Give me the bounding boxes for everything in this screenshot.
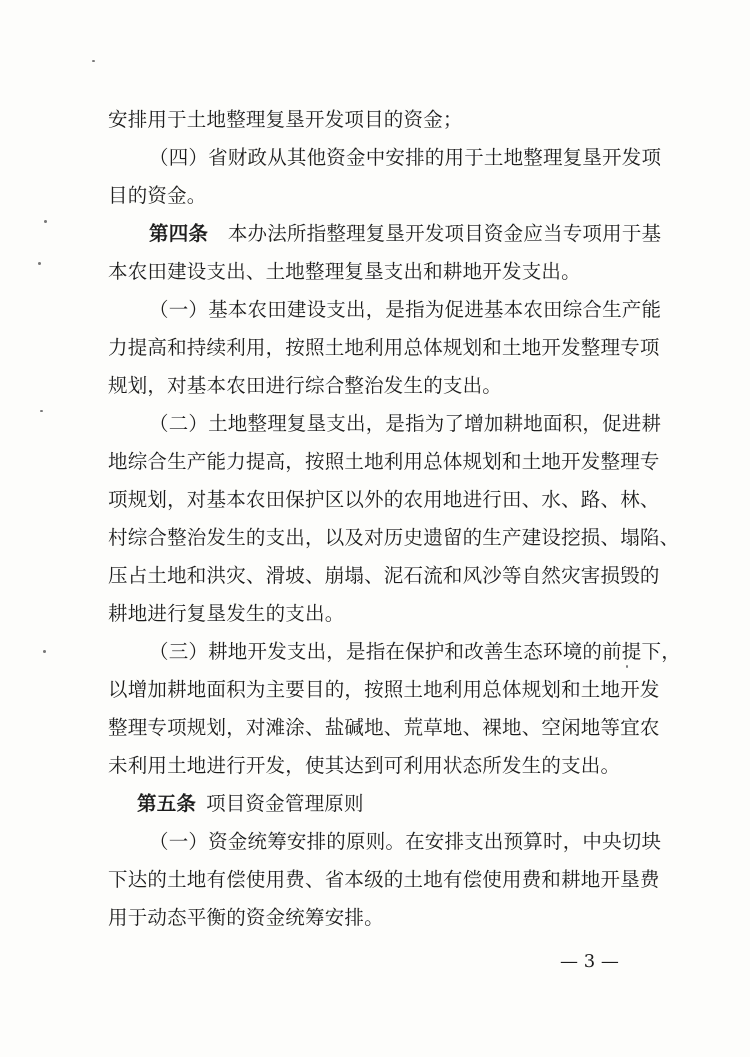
text-line-12: 村综合整治发生的支出，以及对历史遗留的生产建设挖损、塌陷、 <box>108 526 680 549</box>
article-5-heading: 第五条 <box>137 792 197 815</box>
text-line-3: 目的资金。 <box>108 184 207 207</box>
scan-speck <box>38 262 41 265</box>
page-number: — 3 — <box>560 951 619 972</box>
text-line-11: 项规划，对基本农田保护区以外的农用地进行田、水、路、林、 <box>108 488 660 511</box>
text-line-21: 下达的土地有偿使用费、省本级的土地有偿使用费和耕地开垦费 <box>108 868 660 891</box>
text-line-15: （三）耕地开发支出，是指在保护和改善生态环境的前提下， <box>149 640 681 663</box>
article-4-line <box>149 220 661 248</box>
scan-speck <box>626 665 628 668</box>
scan-speck <box>44 220 47 223</box>
scan-speck <box>43 650 46 653</box>
text-line-9: （二）土地整理复垦支出，是指为了增加耕地面积，促进耕 <box>149 412 662 435</box>
text-line-5: 本农田建设支出、土地整理复垦支出和耕地开发支出。 <box>108 260 581 283</box>
text-line-14: 耕地进行复垦发生的支出。 <box>108 602 345 625</box>
article-4-text: 本办法所指整理复垦开发项目资金应当专项用于基 <box>227 222 662 245</box>
text-line-8: 规划，对基本农田进行综合整治发生的支出。 <box>108 374 503 397</box>
text-line-17: 整理专项规划，对滩涂、盐碱地、荒草地、裸地、空闲地等宜农 <box>108 716 660 739</box>
text-line-18: 未利用土地进行开发，使其达到可利用状态所发生的支出。 <box>108 754 621 777</box>
article-4-heading: 第四条 <box>149 222 209 245</box>
text-line-22: 用于动态平衡的资金统筹安排。 <box>108 906 384 929</box>
text-line-20: （一）资金统筹安排的原则。在安排支出预算时，中央切块 <box>149 830 662 853</box>
text-line-2: （四）省财政从其他资金中安排的用于土地整理复垦开发项 <box>149 146 662 169</box>
text-line-13: 压占土地和洪灾、滑坡、崩塌、泥石流和风沙等自然灾害损毁的 <box>108 564 660 587</box>
text-line-1: 安排用于土地整理复垦开发项目的资金； <box>108 108 463 131</box>
article-5-text: 项目资金管理原则 <box>206 792 364 815</box>
article-5-line <box>137 790 364 818</box>
scan-speck <box>92 60 95 62</box>
text-line-6: （一）基本农田建设支出，是指为促进基本农田综合生产能 <box>149 298 662 321</box>
text-line-16: 以增加耕地面积为主要目的，按照土地利用总体规划和土地开发 <box>108 678 660 701</box>
text-line-7: 力提高和持续利用，按照土地利用总体规划和土地开发整理专项 <box>108 336 660 359</box>
scan-speck <box>40 410 43 412</box>
text-line-10: 地综合生产能力提高，按照土地利用总体规划和土地开发整理专 <box>108 450 660 473</box>
